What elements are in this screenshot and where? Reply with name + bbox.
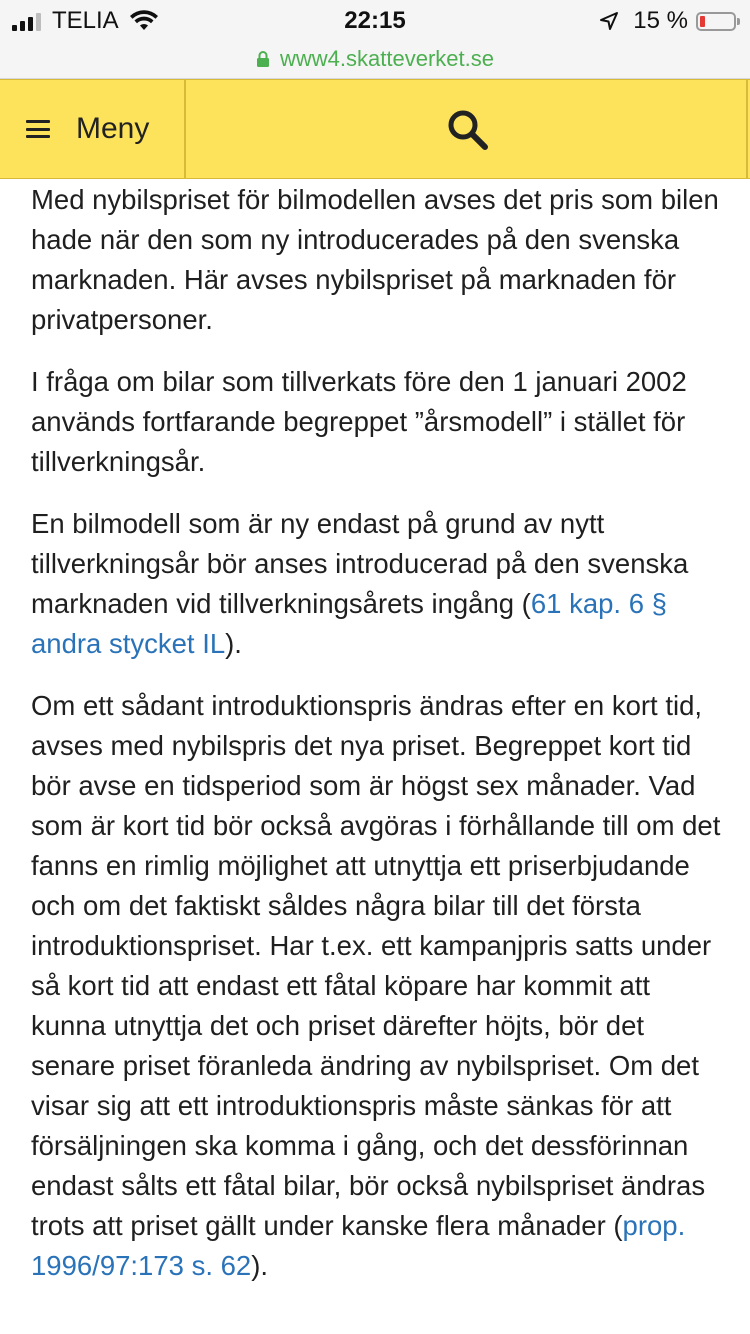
- status-time: 22:15: [344, 7, 406, 34]
- proposition-link[interactable]: prop. 1996/97:173 s. 62: [31, 1210, 686, 1281]
- battery-percent: 15 %: [633, 7, 688, 34]
- paragraph-3: [31, 504, 721, 664]
- search-button[interactable]: [188, 80, 748, 178]
- hamburger-icon: [26, 120, 50, 138]
- menu-label: Meny: [76, 112, 150, 145]
- paragraph-2: I fråga om bilar som tillverkats före den 1 januari 2002 används fortfarande begreppet ”årsmodell” i stället för tillverkningsår.: [31, 366, 687, 477]
- paragraph-3-end: ).: [225, 628, 242, 659]
- paragraph-4-end: ).: [251, 1250, 269, 1281]
- battery-icon: [696, 12, 736, 31]
- law-reference-link[interactable]: 61 kap. 6 § andra stycket IL: [31, 588, 667, 659]
- search-icon: [445, 107, 489, 151]
- battery-fill: [700, 16, 705, 27]
- status-bar: [0, 0, 750, 40]
- location-arrow-icon: [599, 11, 619, 31]
- paragraph-3-text: En bilmodell som är ny endast på grund av nytt tillverkningsår bör anses introducerad på den svenska marknaden vid tillverkningsårets ingång (: [31, 508, 689, 619]
- lock-icon: [256, 51, 270, 67]
- article-content: [31, 180, 721, 1308]
- site-header: [0, 79, 750, 179]
- address-bar[interactable]: [0, 40, 750, 79]
- url-text[interactable]: www4.skatteverket.se: [280, 46, 494, 71]
- paragraph-4-text: Om ett sådant introduktionspris ändras efter en kort tid, avses med nybilspris det nya priset. Begreppet kort tid bör avse en tidsperiod som är högst sex månader. Vad som är kort tid bör också avgöras i förhållande till om det fanns en rimlig möjlighet att utnyttja ett priserbjudande och om det faktiskt såldes några bilar till det första introduktionspriset. Har t.ex. ett kampanjpris satts under så kort tid att endast ett fåtal köpare har kommit att kunna utnyttja det och priset därefter höjts, bör det senare priset föranleda ändring av nybilspriset. Om det visar sig att ett introduktionspris måste sänkas för att försäljningen ska komma i gång, och det dessförinnan endast sålts ett fåtal bilar, bör också nybilspriset ändras trots att priset gällt under kanske flera månader (: [31, 690, 721, 1241]
- carrier-name: TELIA: [52, 7, 119, 34]
- menu-button[interactable]: [0, 80, 186, 178]
- paragraph-4: [31, 686, 721, 1286]
- paragraph-1: Med nybilspriset för bilmodellen avses det pris som bilen hade när den som ny introducerades på den svenska marknaden. Här avses nybilspriset på marknaden för privatpersoner.: [31, 184, 719, 335]
- status-right: [599, 7, 736, 35]
